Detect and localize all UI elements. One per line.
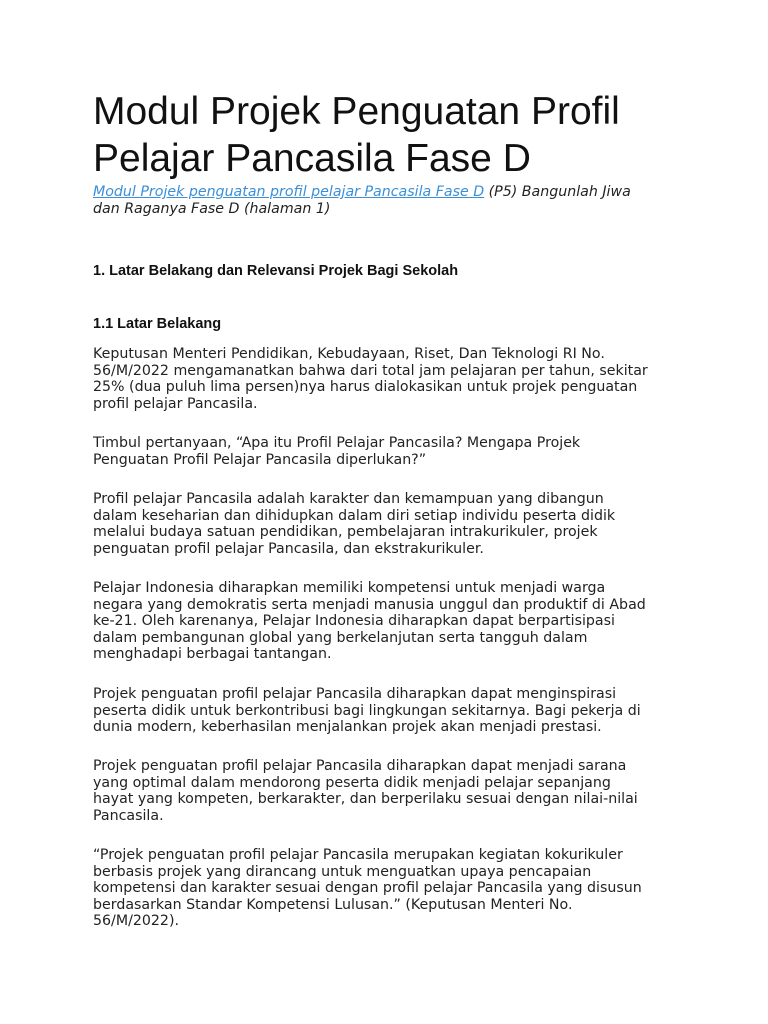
paragraph-line: berbasis projek yang dirancang untuk menguatkan upaya pencapaian — [93, 863, 592, 880]
paragraph-line: menghadapi berbagai tantangan. — [93, 646, 332, 663]
document-title — [93, 88, 683, 182]
paragraph-line: Penguatan Profil Pelajar Pancasila diperlukan?” — [93, 451, 427, 468]
paragraph-line: melalui budaya satuan pendidikan, pembelajaran intrakurikuler, projek — [93, 524, 598, 541]
paragraph-line: penguatan profil pelajar Pancasila, dan ekstrakurikuler. — [93, 540, 484, 557]
document-title-line-1: Modul Projek Penguatan Profil — [93, 90, 620, 133]
paragraph-line: negara yang demokratis serta menjadi manusia unggul dan produktif di Abad — [93, 596, 646, 613]
paragraph-line: Pancasila. — [93, 807, 164, 824]
paragraph-line: 25% (dua puluh lima persen)nya harus dialokasikan untuk projek penguatan — [93, 379, 638, 396]
paragraph-line: yang optimal dalam mendorong peserta didik menjadi pelajar sepanjang — [93, 774, 611, 791]
paragraph-line: profil pelajar Pancasila. — [93, 395, 258, 412]
paragraph-line: peserta didik untuk berkontribusi bagi lingkungan sekitarnya. Bagi pekerja di — [93, 702, 641, 719]
paragraph-line: Timbul pertanyaan, “Apa itu Profil Pelajar Pancasila? Mengapa Projek — [93, 435, 581, 451]
paragraph-line: ke-21. Oleh karenanya, Pelajar Indonesia diharapkan dapat berpartisipasi — [93, 613, 615, 630]
paragraph-line: 56/M/2022 mengamanatkan bahwa dari total jam pelajaran per tahun, sekitar — [93, 362, 648, 379]
paragraph-line: hayat yang kompeten, berkarakter, dan berperilaku sesuai dengan nilai-nilai — [93, 791, 638, 808]
paragraph-line: berdasarkan Standar Kompetensi Lulusan.” (Keputusan Menteri No. — [93, 896, 573, 913]
paragraph-line: “Projek penguatan profil pelajar Pancasila merupakan kegiatan kokurikuler — [93, 847, 623, 863]
paragraph-line: dalam pembangunan global yang berkelanjutan serta tangguh dalam — [93, 629, 588, 646]
paragraph-line: Pelajar Indonesia diharapkan memiliki kompetensi untuk menjadi warga — [93, 580, 606, 596]
subtitle-line-2: dan Raganya Fase D (halaman 1) — [93, 201, 331, 217]
paragraph-6 — [93, 758, 683, 824]
paragraph-7 — [93, 847, 683, 930]
paragraph-4 — [93, 580, 683, 663]
paragraph-line: dunia modern, keberhasilan menjalankan projek akan menjadi prestasi. — [93, 719, 602, 736]
paragraph-line: Profil pelajar Pancasila adalah karakter dan kemampuan yang dibangun — [93, 491, 604, 507]
paragraph-2 — [93, 435, 683, 468]
document-title-line-2: Pelajar Pancasila Fase D — [93, 137, 531, 180]
paragraph-line: Keputusan Menteri Pendidikan, Kebudayaan, Riset, Dan Teknologi RI No. — [93, 346, 605, 362]
subsection-heading: 1.1 Latar Belakang — [93, 316, 222, 332]
subtitle-line-1-rest: (P5) Bangunlah Jiwa — [484, 184, 631, 200]
paragraph-line: Projek penguatan profil pelajar Pancasila diharapkan dapat menginspirasi — [93, 686, 617, 702]
section-heading: 1. Latar Belakang dan Relevansi Projek Bagi Sekolah — [93, 263, 459, 279]
paragraph-5 — [93, 686, 683, 736]
paragraph-line: dalam keseharian dan dihidupkan dalam diri setiap individu peserta didik — [93, 507, 616, 524]
paragraph-3 — [93, 491, 683, 557]
module-link[interactable]: Modul Projek penguatan profil pelajar Pancasila Fase D — [93, 184, 485, 200]
paragraph-line: Projek penguatan profil pelajar Pancasila diharapkan dapat menjadi sarana — [93, 758, 627, 774]
paragraph-line: kompetensi dan karakter sesuai dengan profil pelajar Pancasila yang disusun — [93, 880, 642, 897]
paragraph-1 — [93, 346, 683, 412]
document-subtitle — [93, 184, 673, 218]
paragraph-line: 56/M/2022). — [93, 913, 180, 930]
